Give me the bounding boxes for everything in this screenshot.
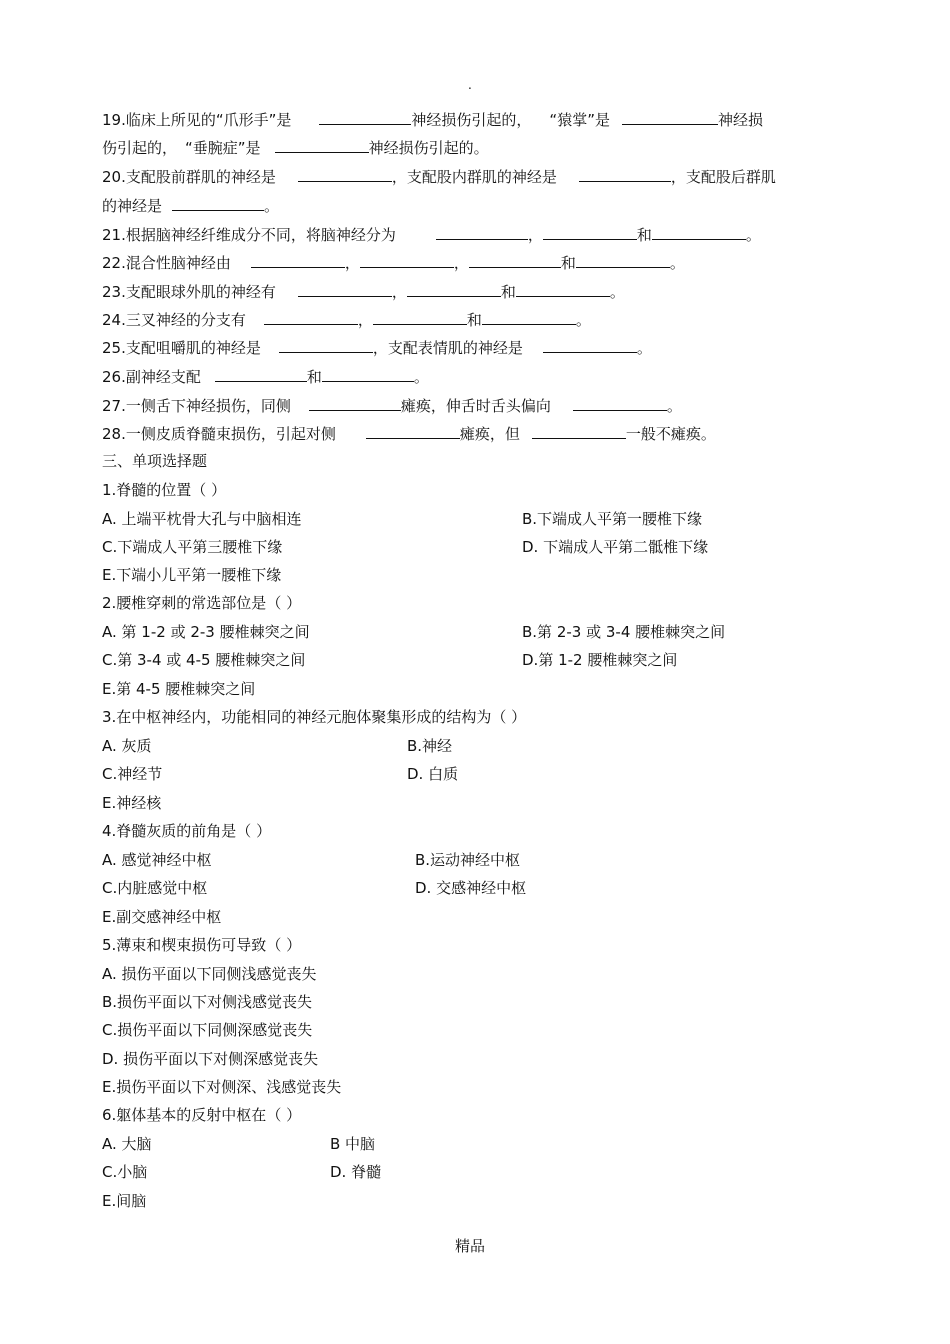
blank[interactable] — [543, 225, 637, 240]
blank[interactable] — [319, 110, 411, 125]
mcq-2-option-e[interactable]: E.第 4-5 腰椎棘突之间 — [102, 680, 256, 698]
mcq-5-option-b[interactable]: B.损伤平面以下对侧浅感觉丧失 — [102, 993, 313, 1011]
question-28: 28.一侧皮质脊髓束损伤，引起对侧 瘫痪，但 一般不瘫痪。 — [102, 425, 716, 443]
question-25: 25.支配咀嚼肌的神经是 ，支配表情肌的神经是 。 — [102, 339, 652, 357]
mcq-3-option-c[interactable]: C.神经节 — [102, 765, 163, 783]
mcq-2-stem: 2.腰椎穿刺的常选部位是（ ） — [102, 594, 302, 612]
mcq-3-option-b[interactable]: B.神经 — [407, 737, 453, 755]
blank[interactable] — [573, 396, 667, 411]
blank[interactable] — [436, 225, 528, 240]
blank[interactable] — [366, 424, 460, 439]
question-24: 24.三叉神经的分支有 ， 和 。 — [102, 311, 591, 329]
question-20-line-1: 20.支配股前群肌的神经是 ，支配股内群肌的神经是 ，支配股后群肌 — [102, 168, 776, 186]
blank[interactable] — [407, 282, 501, 297]
mcq-6-option-e[interactable]: E.间脑 — [102, 1192, 147, 1210]
mcq-1-option-d[interactable]: D. 下端成人平第二骶椎下缘 — [522, 538, 709, 556]
blank[interactable] — [322, 367, 414, 382]
footer-text: 精品 — [455, 1237, 486, 1255]
mcq-4-option-a[interactable]: A. 感觉神经中枢 — [102, 851, 212, 869]
mcq-1-stem: 1.脊髓的位置（ ） — [102, 481, 227, 499]
blank[interactable] — [298, 167, 392, 182]
blank[interactable] — [579, 167, 671, 182]
blank[interactable] — [543, 338, 637, 353]
blank[interactable] — [652, 225, 746, 240]
mcq-1-option-b[interactable]: B.下端成人平第一腰椎下缘 — [522, 510, 703, 528]
mcq-2-option-a[interactable]: A. 第 1-2 或 2-3 腰椎棘突之间 — [102, 623, 310, 641]
question-21: 21.根据脑神经纤维成分不同，将脑神经分为 ， 和 。 — [102, 226, 761, 244]
mcq-3-option-d[interactable]: D. 白质 — [407, 765, 459, 783]
section-heading: 三、单项选择题 — [102, 452, 208, 470]
mcq-5-option-d[interactable]: D. 损伤平面以下对侧深感觉丧失 — [102, 1050, 319, 1068]
blank[interactable] — [469, 253, 561, 268]
mcq-3-option-a[interactable]: A. 灰质 — [102, 737, 152, 755]
mcq-5-option-e[interactable]: E.损伤平面以下对侧深、浅感觉丧失 — [102, 1078, 342, 1096]
blank[interactable] — [298, 282, 392, 297]
question-19-line-1: 19.临床上所见的“爪形手”是 神经损伤引起的， “猿掌”是 神经损 — [102, 111, 763, 129]
mcq-6-option-a[interactable]: A. 大脑 — [102, 1135, 152, 1153]
blank[interactable] — [309, 396, 401, 411]
mcq-5-option-c[interactable]: C.损伤平面以下同侧深感觉丧失 — [102, 1021, 313, 1039]
mcq-1-option-e[interactable]: E.下端小儿平第一腰椎下缘 — [102, 566, 282, 584]
blank[interactable] — [279, 338, 373, 353]
question-26: 26.副神经支配 和 。 — [102, 368, 429, 386]
mcq-4-option-c[interactable]: C.内脏感觉中枢 — [102, 879, 208, 897]
blank[interactable] — [275, 138, 369, 153]
mcq-6-option-d[interactable]: D. 脊髓 — [330, 1163, 382, 1181]
blank[interactable] — [172, 196, 264, 211]
mcq-2-option-d[interactable]: D.第 1-2 腰椎棘突之间 — [522, 651, 678, 669]
blank[interactable] — [622, 110, 718, 125]
mcq-4-option-d[interactable]: D. 交感神经中枢 — [415, 879, 527, 897]
mcq-3-stem: 3.在中枢神经内，功能相同的神经元胞体聚集形成的结构为（ ） — [102, 708, 527, 726]
blank[interactable] — [482, 310, 576, 325]
blank[interactable] — [516, 282, 610, 297]
mcq-1-option-c[interactable]: C.下端成人平第三腰椎下缘 — [102, 538, 283, 556]
blank[interactable] — [360, 253, 454, 268]
question-19-line-2: 伤引起的， “垂腕症”是 神经损伤引起的。 — [102, 139, 489, 157]
mcq-3-option-e[interactable]: E.神经核 — [102, 794, 162, 812]
question-20-line-2: 的神经是 。 — [102, 197, 280, 215]
mcq-2-option-c[interactable]: C.第 3-4 或 4-5 腰椎棘突之间 — [102, 651, 306, 669]
mcq-6-stem: 6.躯体基本的反射中枢在（ ） — [102, 1106, 302, 1124]
mcq-6-option-b[interactable]: B 中脑 — [330, 1135, 376, 1153]
question-23: 23.支配眼球外肌的神经有 ， 和 。 — [102, 283, 625, 301]
header-dot: . — [468, 78, 472, 92]
question-22: 22.混合性脑神经由 ， ， 和 。 — [102, 254, 685, 272]
blank[interactable] — [264, 310, 358, 325]
mcq-4-option-b[interactable]: B.运动神经中枢 — [415, 851, 521, 869]
blank[interactable] — [251, 253, 345, 268]
blank[interactable] — [532, 424, 626, 439]
mcq-4-stem: 4.脊髓灰质的前角是（ ） — [102, 822, 272, 840]
question-27: 27.一侧舌下神经损伤，同侧 瘫痪，伸舌时舌头偏向 。 — [102, 397, 682, 415]
mcq-5-option-a[interactable]: A. 损伤平面以下同侧浅感觉丧失 — [102, 965, 317, 983]
mcq-1-option-a[interactable]: A. 上端平枕骨大孔与中脑相连 — [102, 510, 302, 528]
blank[interactable] — [576, 253, 670, 268]
blank[interactable] — [373, 310, 467, 325]
mcq-5-stem: 5.薄束和楔束损伤可导致（ ） — [102, 936, 302, 954]
mcq-6-option-c[interactable]: C.小脑 — [102, 1163, 148, 1181]
blank[interactable] — [215, 367, 307, 382]
mcq-2-option-b[interactable]: B.第 2-3 或 3-4 腰椎棘突之间 — [522, 623, 726, 641]
mcq-4-option-e[interactable]: E.副交感神经中枢 — [102, 908, 222, 926]
